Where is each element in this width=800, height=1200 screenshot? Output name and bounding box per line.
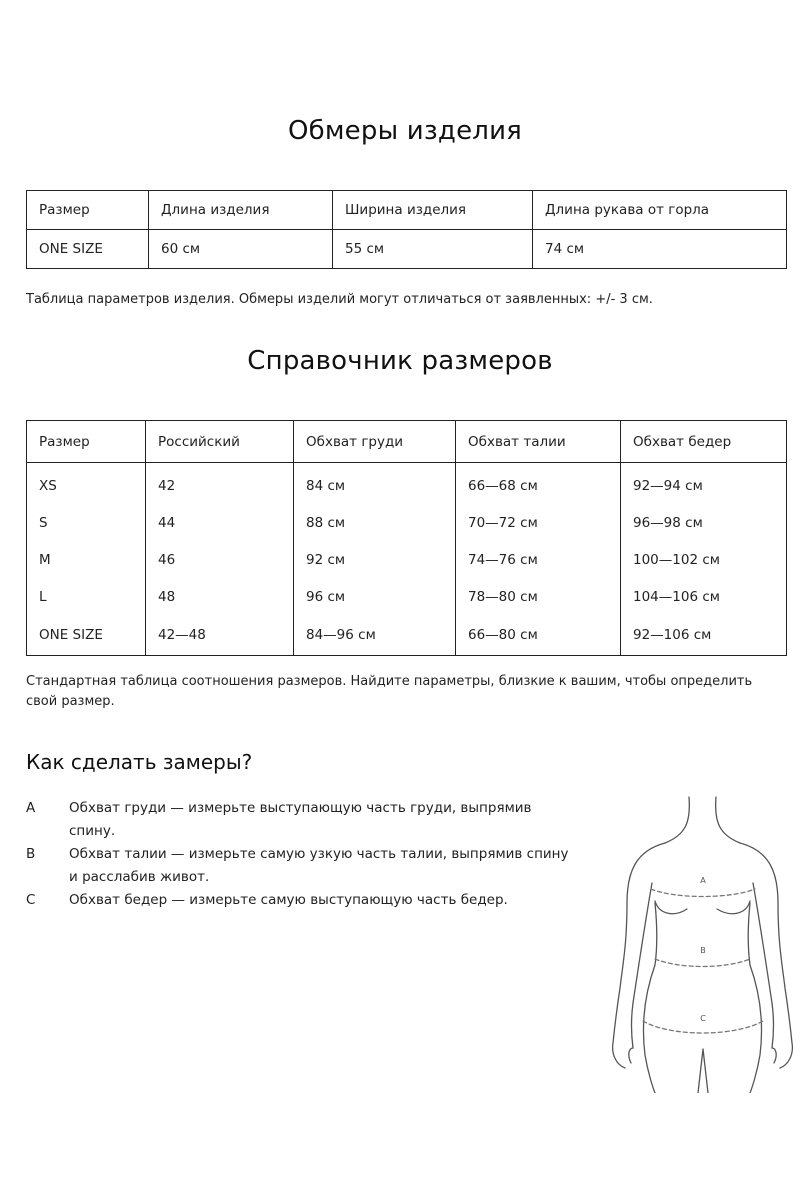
step-text: Обхват груди — измерьте выступающую часть груди, выпрямив спину. bbox=[69, 800, 532, 839]
size-guide-note: Стандартная таблица соотношения размеров. Найдите параметры, близкие к вашим, чтобы определить свой размер. bbox=[26, 674, 753, 709]
table-cell: 55 см bbox=[333, 230, 533, 269]
table-cell: 96 см bbox=[294, 578, 456, 615]
header-cell: Обхват груди bbox=[294, 421, 456, 463]
measurement-step bbox=[26, 797, 586, 843]
table-cell: M bbox=[27, 541, 146, 578]
measurement-step bbox=[26, 889, 586, 912]
header-cell: Длина рукава от горла bbox=[533, 191, 787, 230]
table-cell: 92—94 см bbox=[621, 463, 787, 505]
figure-right-inner-arm bbox=[753, 883, 776, 1063]
table-cell: 78—80 см bbox=[456, 578, 621, 615]
header-cell: Размер bbox=[27, 421, 146, 463]
table-cell: ONE SIZE bbox=[27, 615, 146, 656]
table-cell: 66—68 см bbox=[456, 463, 621, 505]
waist-measurement-line bbox=[655, 959, 750, 967]
table-cell: 92 см bbox=[294, 541, 456, 578]
figure-neck-left bbox=[665, 797, 689, 843]
measurement-steps-list bbox=[26, 797, 586, 912]
header-cell: Обхват бедер bbox=[621, 421, 787, 463]
table-row bbox=[27, 615, 787, 656]
figure-left-torso bbox=[643, 903, 656, 1093]
table-cell: 70—72 см bbox=[456, 504, 621, 541]
table-cell: 42—48 bbox=[146, 615, 294, 656]
figure-leg-inner bbox=[698, 1049, 708, 1093]
table-row bbox=[27, 504, 787, 541]
table-cell: 74 см bbox=[533, 230, 787, 269]
table-cell: 96—98 см bbox=[621, 504, 787, 541]
header-cell: Обхват талии bbox=[456, 421, 621, 463]
measurement-step bbox=[26, 843, 586, 889]
table-cell: ONE SIZE bbox=[27, 230, 149, 269]
figure-right-breast bbox=[717, 901, 750, 914]
garment-measurements-title: Обмеры изделия bbox=[287, 116, 523, 146]
header-cell: Ширина изделия bbox=[333, 191, 533, 230]
table-row bbox=[27, 541, 787, 578]
chest-measurement-line bbox=[651, 889, 755, 897]
table-cell: S bbox=[27, 504, 146, 541]
table-cell: 74—76 см bbox=[456, 541, 621, 578]
header-cell: Российский bbox=[146, 421, 294, 463]
table-cell: 66—80 см bbox=[456, 615, 621, 656]
size-guide-table bbox=[26, 420, 787, 656]
figure-neck-right bbox=[716, 797, 740, 843]
step-letter: A bbox=[26, 800, 36, 816]
table-cell: 48 bbox=[146, 578, 294, 615]
figure-right-arm bbox=[740, 843, 792, 1068]
step-text: Обхват талии — измерьте самую узкую часть талии, выпрямив спину и расслабив живот. bbox=[69, 846, 569, 885]
table-cell: XS bbox=[27, 463, 146, 505]
figure-right-torso bbox=[748, 903, 761, 1093]
figure-label-b: B bbox=[700, 946, 706, 955]
table-row bbox=[27, 578, 787, 615]
table-cell: 84—96 см bbox=[294, 615, 456, 656]
header-cell: Размер bbox=[27, 191, 149, 230]
table-cell: 44 bbox=[146, 504, 294, 541]
table-cell: 92—106 см bbox=[621, 615, 787, 656]
step-text: Обхват бедер — измерьте самую выступающую часть бедер. bbox=[69, 892, 508, 908]
figure-left-breast bbox=[655, 901, 687, 914]
table-cell: 100—102 см bbox=[621, 541, 787, 578]
garment-measurements-table bbox=[26, 190, 787, 269]
step-letter: B bbox=[26, 846, 36, 862]
table-cell: 46 bbox=[146, 541, 294, 578]
body-measurement-figure bbox=[595, 793, 795, 1093]
garment-measurements-note: Таблица параметров изделия. Обмеры изделий могут отличаться от заявленных: +/- 3 см. bbox=[26, 292, 653, 307]
table-cell: 84 см bbox=[294, 463, 456, 505]
table-cell: 60 см bbox=[149, 230, 333, 269]
table-row bbox=[27, 230, 787, 269]
table-cell: 42 bbox=[146, 463, 294, 505]
table-cell: 104—106 см bbox=[621, 578, 787, 615]
figure-left-arm bbox=[613, 843, 665, 1068]
step-letter: C bbox=[26, 892, 36, 908]
table-header-row bbox=[27, 421, 787, 463]
how-to-measure-title: Как сделать замеры? bbox=[26, 750, 253, 774]
figure-left-inner-arm bbox=[629, 883, 652, 1063]
table-header-row bbox=[27, 191, 787, 230]
header-cell: Длина изделия bbox=[149, 191, 333, 230]
table-cell: L bbox=[27, 578, 146, 615]
figure-label-c: C bbox=[700, 1014, 706, 1023]
figure-label-a: A bbox=[700, 876, 706, 885]
table-cell: 88 см bbox=[294, 504, 456, 541]
table-row bbox=[27, 463, 787, 505]
size-guide-title: Справочник размеров bbox=[247, 346, 553, 376]
